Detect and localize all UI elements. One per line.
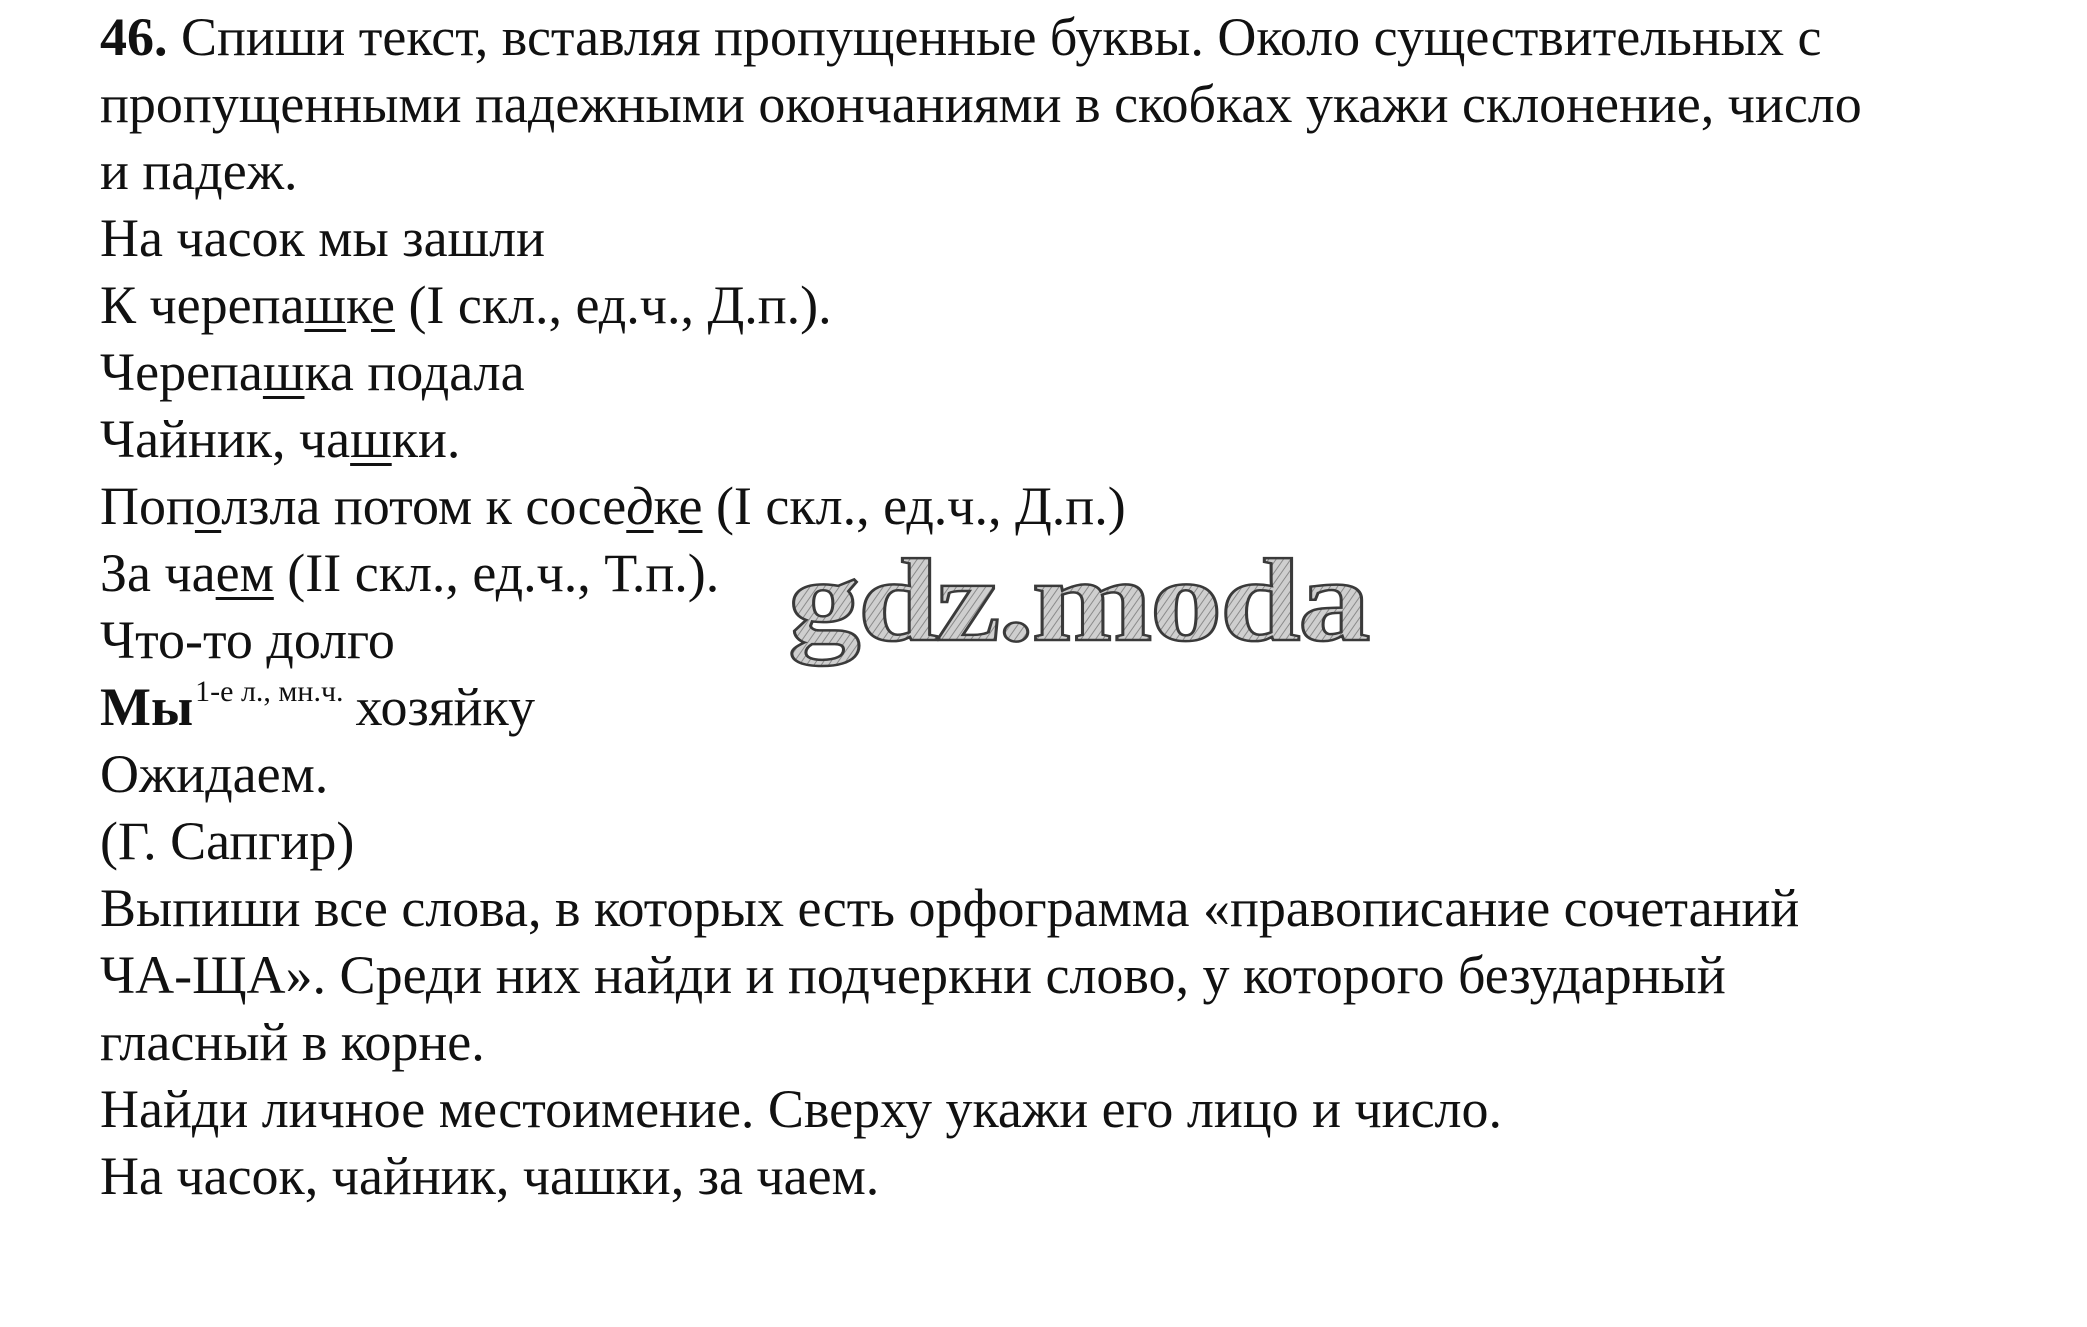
- poem-line: [100, 406, 2060, 473]
- inserted-letter: о: [194, 476, 222, 536]
- task2-line: ЧА-ЩА». Среди них найди и подчеркни слово, у которого безударный: [100, 945, 1726, 1005]
- task2-line: Выпиши все слова, в которых есть орфограмма «правописание сочетаний: [100, 878, 1800, 938]
- grammar-note: (II скл., ед.ч., Т.п.).: [273, 543, 720, 603]
- grammar-note: (I скл., ед.ч., Д.п.).: [394, 275, 832, 335]
- watermark-text: gdz.moda: [788, 548, 1370, 666]
- inserted-letter: ш: [262, 342, 305, 402]
- task2-line: Найди личное местоимение. Сверху укажи его лицо и число.: [100, 1079, 1502, 1139]
- task-instruction-line: [100, 4, 2060, 71]
- inserted-letter: ш: [304, 275, 347, 335]
- poem-text: лзла потом к сосе: [221, 476, 627, 536]
- poem-author: (Г. Сапгир): [100, 811, 355, 871]
- pronoun-annotation: 1-е л., мн.ч.: [195, 675, 344, 708]
- poem-text: За ча: [100, 543, 216, 603]
- poem-text: ка подала: [304, 342, 525, 402]
- task-instruction-line: и падеж.: [100, 141, 298, 201]
- poem-text: хозяйку: [355, 677, 536, 737]
- poem-text: к: [346, 275, 371, 335]
- inserted-ending: е: [370, 275, 395, 335]
- poem-line: Ожидаем.: [100, 744, 329, 804]
- poem-text: к: [653, 476, 679, 536]
- inserted-ending: е: [678, 476, 703, 536]
- task-instruction-line: пропущенными падежными окончаниями в скобках укажи склонение, число: [100, 74, 1862, 134]
- personal-pronoun: Мы: [100, 677, 194, 737]
- watermark-logo: [778, 548, 1378, 688]
- inserted-letter: д: [626, 476, 654, 536]
- task2-line: гласный в корне.: [100, 1012, 485, 1072]
- poem-text: Черепа: [100, 342, 263, 402]
- poem-text: ки.: [391, 409, 461, 469]
- task-number: 46.: [100, 7, 168, 67]
- inserted-ending: ем: [215, 543, 274, 603]
- poem-line: [100, 272, 2060, 339]
- poem-text: К черепа: [100, 275, 305, 335]
- poem-text: Поп: [100, 476, 195, 536]
- task2-answer: На часок, чайник, чашки, за чаем.: [100, 1146, 880, 1206]
- inserted-letter: ш: [350, 409, 392, 469]
- poem-text: Чайник, ча: [100, 409, 351, 469]
- grammar-note: (I скл., ед.ч., Д.п.): [702, 476, 1126, 536]
- poem-line: [100, 339, 2060, 406]
- poem-line: Что-то долго: [100, 610, 395, 670]
- poem-line: [100, 473, 2060, 540]
- task-instruction-text: Спиши текст, вставляя пропущенные буквы. Около существительных с: [181, 7, 1822, 67]
- poem-line: На часок мы зашли: [100, 208, 545, 268]
